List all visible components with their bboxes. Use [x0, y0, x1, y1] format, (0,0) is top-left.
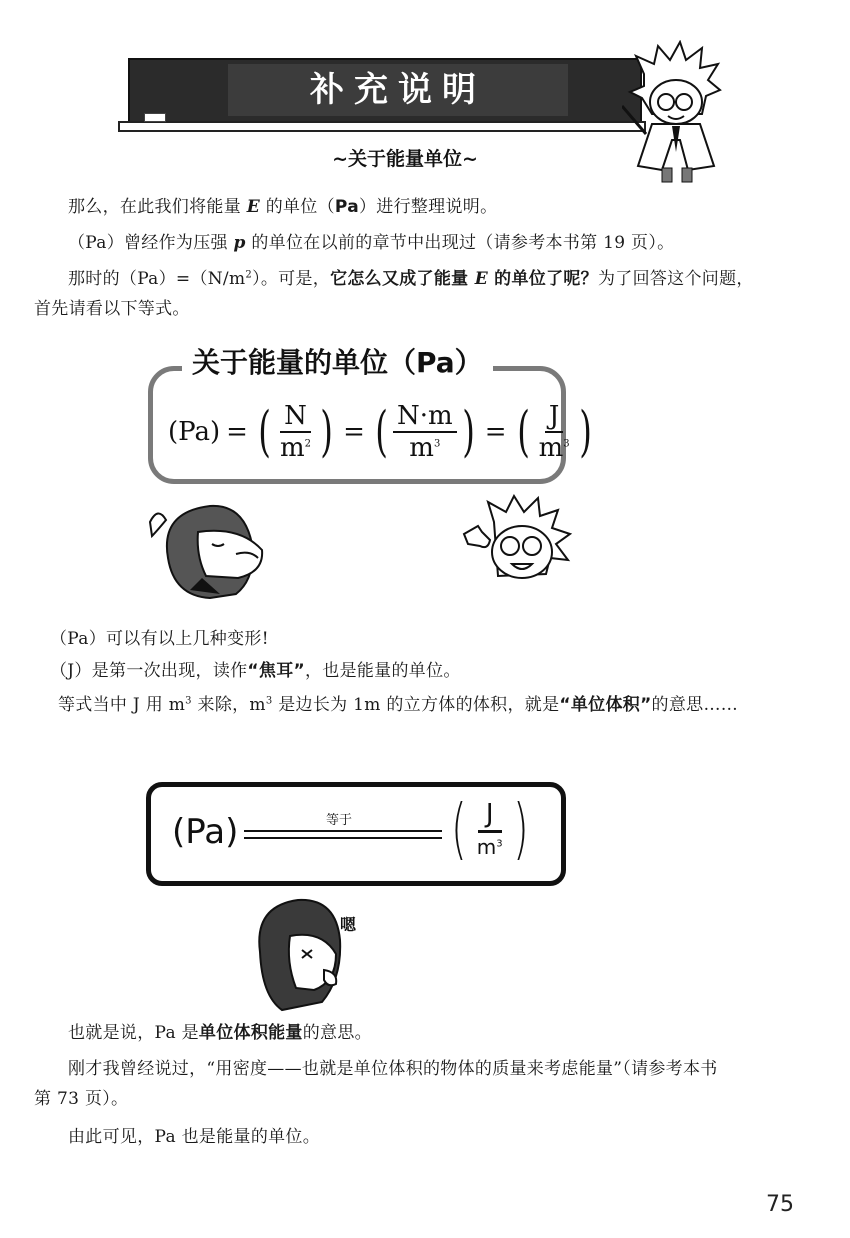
j-per-m3-expression: ( $\frac{J}{m^3}$ ) — [451, 790, 529, 867]
mid-paragraph-2: （J）是第一次出现，读作“焦耳”，也是能量的单位。 — [50, 661, 461, 681]
intro-paragraph-3: 那时的$(Pa)=(N/m^2)$。可是，它怎么又成了能量 E 的单位了呢？为了回答这个问题， — [68, 269, 754, 289]
pa-unit-label: (Pa) — [172, 812, 239, 852]
page-number: 75 — [766, 1192, 794, 1217]
formula-box-title: 关于能量的单位（Pa） — [182, 340, 493, 386]
outro-paragraph-3: 第 73 页）。 — [34, 1089, 129, 1109]
hmm-sound-effect: 嗯 — [340, 915, 357, 934]
boy-character-illustration — [458, 494, 588, 588]
mid-paragraph-3: 等式当中 J 用 $m^3$ 来除，$m^3$ 是边长为 1m 的立方体的体积，就是“单位体积”的意思…… — [58, 695, 739, 715]
fraction-j-over-m3: $\frac{J}{m^3}$ — [538, 401, 570, 463]
blackboard-ledge — [118, 121, 646, 132]
formula-lhs: (Pa) — [168, 417, 221, 447]
girl-character-illustration — [140, 498, 276, 602]
fraction-n-over-m2: $\frac{N}{m^2}$ — [280, 401, 312, 463]
page-subtitle: ~关于能量单位~ — [332, 148, 478, 170]
equals-sign: = — [484, 417, 507, 447]
mid-paragraph-1: （Pa）可以有以上几种变形! — [50, 629, 269, 649]
unit-equation: (Pa) = ( $\frac{N}{m^2}$ ) = ( $\frac{N\cdot m}{m^3}$ ) = ( $\frac{J}{m^3}$ ) — [168, 400, 592, 463]
thinking-girl-illustration — [240, 892, 350, 1016]
equals-sign: = — [226, 417, 248, 447]
equals-sign: = — [343, 417, 365, 447]
double-equals-line — [244, 830, 442, 839]
fraction-nm-over-m3: $\frac{N\cdot m}{m^3}$ — [393, 401, 457, 463]
intro-paragraph-1: 那么，在此我们将能量 E 的单位（Pa）进行整理说明。 — [68, 197, 498, 217]
page-title: 补充说明 — [310, 70, 486, 110]
intro-paragraph-4: 首先请看以下等式。 — [34, 299, 190, 319]
equals-caption: 等于 — [326, 813, 353, 828]
intro-paragraph-2: （Pa）曾经作为压强 p 的单位在以前的章节中出现过（请参考本书第 19 页）。 — [68, 233, 675, 253]
chalk-icon — [144, 113, 166, 122]
outro-paragraph-2: 刚才我曾经说过，“用密度——也就是单位体积的物体的质量来考虑能量”（请参考本书 — [68, 1059, 718, 1079]
outro-paragraph-4: 由此可见，Pa 也是能量的单位。 — [68, 1127, 321, 1147]
professor-character-illustration — [622, 40, 734, 186]
outro-paragraph-1: 也就是说，Pa 是单位体积能量的意思。 — [68, 1023, 372, 1043]
